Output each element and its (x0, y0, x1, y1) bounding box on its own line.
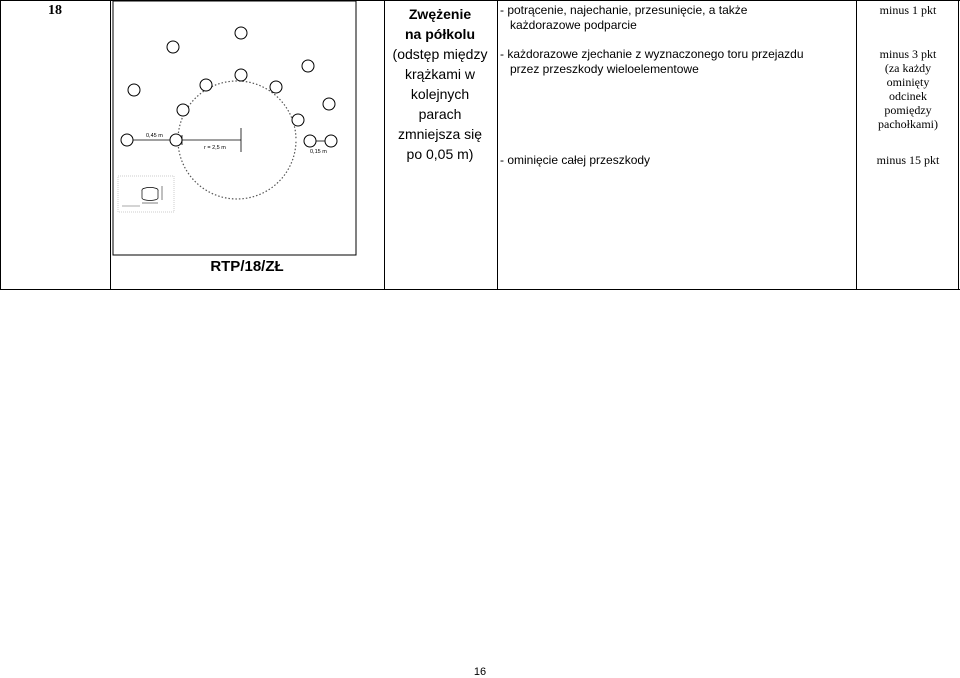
table-right-border (958, 0, 959, 290)
cone-marker (170, 134, 182, 146)
penalty-line: przez przeszkody wieloelementowe (510, 62, 699, 76)
obstacle-table (0, 0, 960, 290)
obstacle-name (384, 4, 496, 164)
points-line: odcinek (889, 89, 927, 103)
obstacle-name-title: Zwężenie (408, 6, 472, 22)
points-item (858, 153, 958, 167)
points-line: minus 1 pkt (879, 3, 937, 17)
obstacle-name-title: na półkolu (405, 26, 475, 42)
obstacle-name-line: zmniejsza się (397, 126, 483, 142)
cone-detail-inset (118, 176, 174, 212)
penalty-item (500, 153, 852, 168)
penalty-item (500, 47, 852, 77)
points-item (858, 3, 958, 17)
points-line: pachołkami) (878, 117, 938, 131)
cone-marker (325, 135, 337, 147)
row-number: 18 (48, 3, 62, 18)
obstacle-name-line: krążkami w (404, 66, 475, 82)
diagram-frame (113, 1, 356, 255)
points-item (858, 47, 958, 131)
obstacle-name-line: parach (418, 106, 462, 122)
label-radius: r = 2,5 m (204, 145, 226, 151)
obstacle-name-line: (odstęp między (392, 46, 488, 62)
penalty-item (500, 3, 852, 33)
cone-marker (302, 60, 314, 72)
table-col-divider (856, 0, 857, 290)
points-line: minus 15 pkt (876, 153, 940, 167)
obstacle-code: RTP/18/ZŁ (210, 258, 284, 275)
label-right-gap: 0,15 m (310, 149, 327, 155)
obstacle-name-line: po 0,05 m) (406, 146, 474, 162)
table-bottom-border (0, 289, 960, 290)
cone-marker (177, 104, 189, 116)
page-number: 16 (473, 666, 487, 678)
penalty-line: - każdorazowe zjechanie z wyznaczonego toru przejazdu (500, 47, 804, 61)
obstacle-name-line: kolejnych (410, 86, 470, 102)
points-line: minus 3 pkt (879, 47, 937, 61)
cone-marker (323, 98, 335, 110)
points-line: pomiędzy (884, 103, 932, 117)
semicircle-track-lower (178, 140, 296, 199)
points-line: ominięty (886, 75, 930, 89)
slalom-diagram (112, 0, 358, 256)
cone-marker (167, 41, 179, 53)
cone-marker (235, 27, 247, 39)
cone-marker (121, 134, 133, 146)
cone-marker (270, 81, 282, 93)
cone-marker (200, 79, 212, 91)
table-left-border (0, 0, 1, 290)
table-col-divider (497, 0, 498, 290)
cone-marker (235, 69, 247, 81)
cone-marker (292, 114, 304, 126)
cone-marker (128, 84, 140, 96)
points-line: (za każdy (884, 61, 932, 75)
label-left-gap: 0,45 m (146, 133, 163, 139)
penalty-line: każdorazowe podparcie (510, 18, 637, 32)
table-col-divider (110, 0, 111, 290)
cone-marker (304, 135, 316, 147)
penalty-line: - potrącenie, najechanie, przesunięcie, a także (500, 3, 748, 17)
penalty-line: - ominięcie całej przeszkody (500, 153, 651, 167)
